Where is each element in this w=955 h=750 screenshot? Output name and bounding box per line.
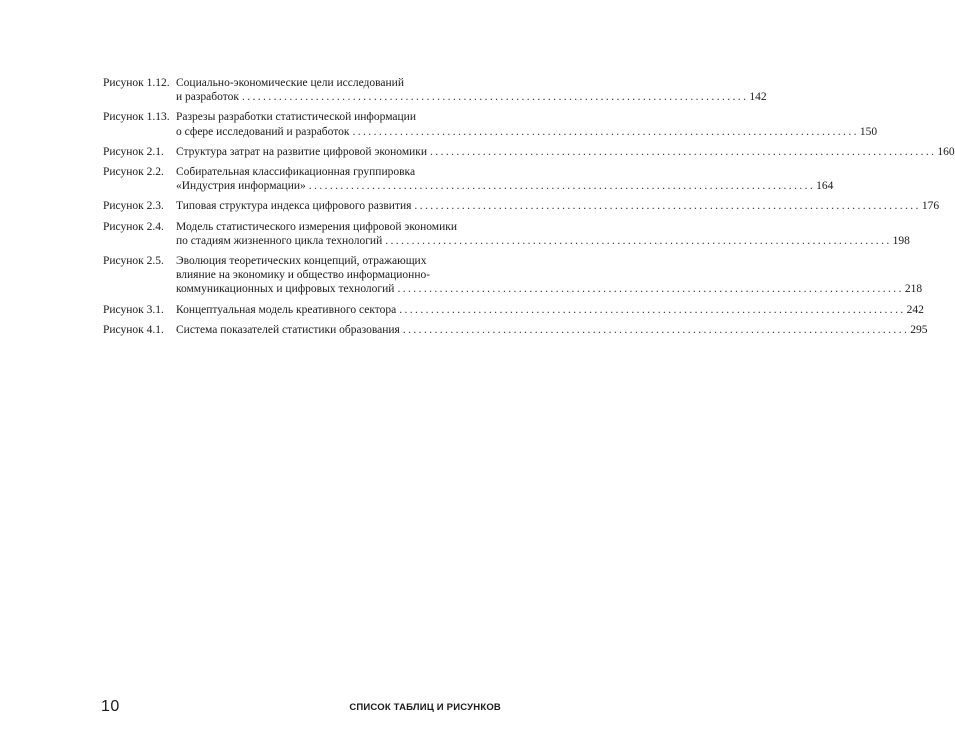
dot-leader: ................................................................................................ <box>414 200 921 213</box>
figure-label: Рисунок 2.3. <box>103 200 164 213</box>
figure-title-line: Система показателей статистики образования <box>176 323 400 336</box>
figure-title <box>176 323 928 337</box>
figure-label: Рисунок 2.2. <box>103 166 164 179</box>
dot-leader: ................................................................................................ <box>385 234 892 247</box>
figure-title <box>176 303 924 317</box>
figure-label: Рисунок 4.1. <box>103 323 164 336</box>
figure-title-last-line <box>176 303 924 317</box>
figure-title <box>176 165 834 193</box>
figure-title-line: Собирательная классификационная группировка <box>176 166 416 179</box>
figure-entry <box>103 220 910 248</box>
figure-entry <box>103 303 924 317</box>
dot-leader: ................................................................................................ <box>352 125 859 138</box>
page-number: 10 <box>101 698 120 715</box>
figure-title-line: Концептуальная модель креативного сектора <box>176 303 397 316</box>
figure-title-last-line <box>176 234 910 248</box>
figure-page-number: 176 <box>921 200 940 213</box>
figure-title <box>176 220 910 248</box>
running-footer-title: СПИСОК ТАБЛИЦ И РИСУНКОВ <box>349 702 501 713</box>
figure-page-number: 218 <box>904 283 923 296</box>
figure-title <box>176 110 878 138</box>
figure-page-number: 160 <box>937 145 955 158</box>
figure-page-number: 164 <box>816 180 834 193</box>
figure-label: Рисунок 2.5. <box>103 255 164 268</box>
figure-title-line: Эволюция теоретических концепций, отражающих <box>176 255 427 268</box>
figure-entry <box>103 323 928 337</box>
figure-page-number: 242 <box>906 303 924 316</box>
figure-entry <box>103 254 923 297</box>
figure-label: Рисунок 1.13. <box>103 111 170 124</box>
figure-label: Рисунок 1.12. <box>103 77 170 89</box>
figure-title-last-line <box>176 282 923 296</box>
figure-entry <box>103 110 878 138</box>
figure-title <box>176 145 955 159</box>
figure-title-line: Разрезы разработки статистической информации <box>176 111 416 124</box>
figure-entry <box>103 165 834 193</box>
figure-title-line: Типовая структура индекса цифрового развития <box>176 200 412 213</box>
figure-title-last-line <box>176 179 834 193</box>
figure-title-line: по стадиям жизненного цикла технологий <box>176 234 383 247</box>
figure-page-number: 295 <box>910 323 928 336</box>
figure-title-line: о сфере исследований и разработок <box>176 125 350 138</box>
figure-title-line: и разработок <box>176 91 239 104</box>
dot-leader: ................................................................................................ <box>397 283 904 296</box>
figure-label: Рисунок 2.4. <box>103 220 164 233</box>
figure-title-line: коммуникационных и цифровых технологий <box>176 283 395 296</box>
figure-title-line: Социально-экономические цели исследований <box>176 77 404 89</box>
figure-title-last-line <box>176 199 940 213</box>
figure-title-last-line <box>176 125 878 139</box>
dot-leader: ................................................................................................ <box>430 145 937 158</box>
figure-title-line: Модель статистического измерения цифровой экономики <box>176 220 457 233</box>
figure-list <box>103 76 955 343</box>
figure-title-line: Структура затрат на развитие цифровой экономики <box>176 145 428 158</box>
figure-title <box>176 199 940 213</box>
figure-title <box>176 254 923 297</box>
figure-entry <box>103 199 940 213</box>
figure-label: Рисунок 2.1. <box>103 145 164 158</box>
figure-page-number: 198 <box>892 234 910 247</box>
figure-page-number: 150 <box>859 125 878 138</box>
dot-leader: ................................................................................................ <box>308 180 816 193</box>
figure-title-last-line <box>176 90 767 104</box>
figure-label: Рисунок 3.1. <box>103 303 164 316</box>
figure-title-last-line <box>176 323 928 337</box>
dot-leader: ................................................................................................ <box>241 91 749 104</box>
figure-title-line: влияние на экономику и общество информационно- <box>176 269 431 282</box>
figure-title <box>176 76 767 104</box>
dot-leader: ................................................................................................ <box>399 303 906 316</box>
figure-title-line: «Индустрия информации» <box>176 180 306 193</box>
dot-leader: ................................................................................................ <box>402 323 910 336</box>
figure-entry <box>103 76 767 104</box>
figure-entry <box>103 145 955 159</box>
figure-page-number: 142 <box>749 91 767 104</box>
figure-title-last-line <box>176 145 955 159</box>
